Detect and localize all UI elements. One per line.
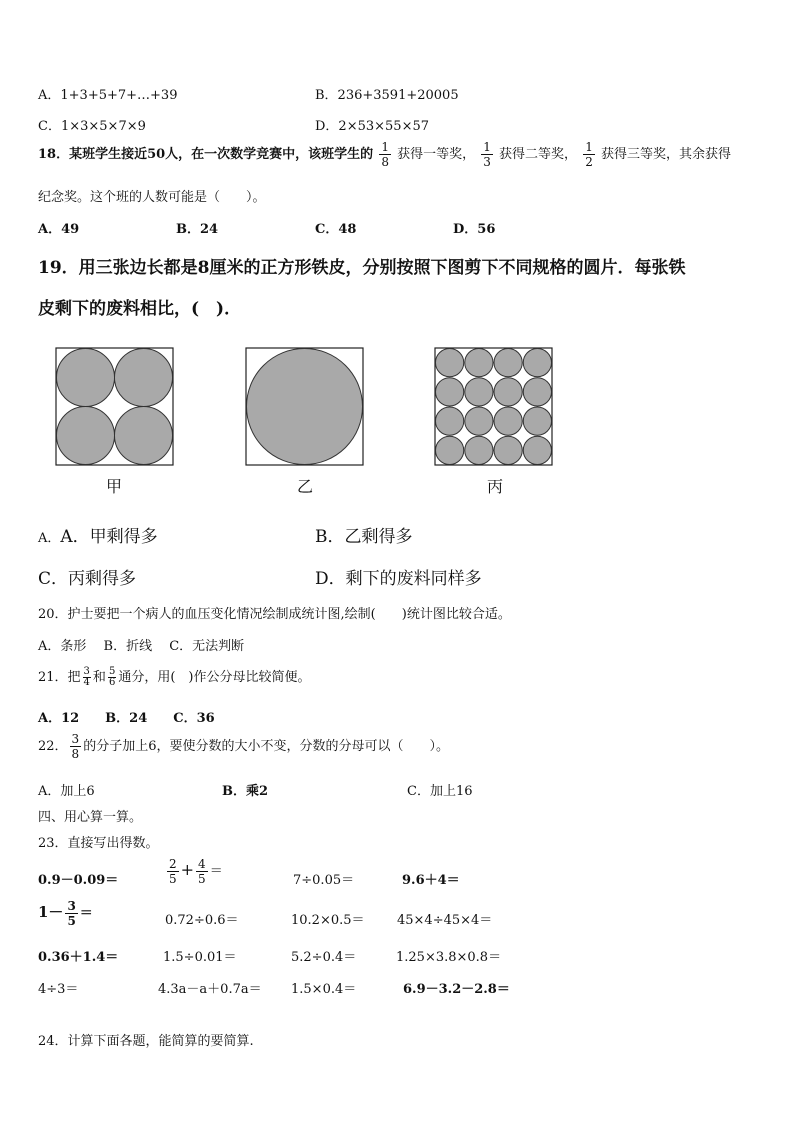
calc-item: 0.9－0.09＝ bbox=[38, 873, 119, 888]
figure-bing-circle bbox=[436, 378, 464, 406]
figure-jia-circle bbox=[115, 407, 173, 465]
figure-bing-circle bbox=[523, 349, 551, 377]
q19-option-c bbox=[38, 564, 136, 589]
figure-bing-circle bbox=[465, 349, 493, 377]
figure-bing-circle bbox=[494, 378, 522, 406]
figure-bing-circle bbox=[436, 349, 464, 377]
q19-option-d-text: D．剩下的废料同样多 bbox=[315, 569, 482, 589]
figure-bing-circle bbox=[523, 407, 551, 435]
calc-item: 9.6＋4＝ bbox=[402, 873, 460, 888]
fraction: $\frac{2}{5}$ bbox=[169, 857, 177, 886]
q19-option-a-text: A．甲剩得多 bbox=[60, 527, 158, 547]
q18-text-3: 获得二等奖， bbox=[499, 147, 578, 162]
calc-item: 1.25×3.8×0.8＝ bbox=[396, 950, 502, 965]
calc-item: 1.5×0.4＝ bbox=[291, 982, 357, 997]
fraction: $\frac{3}{5}$ bbox=[67, 899, 76, 928]
section-heading: 四、用心算一算。 bbox=[38, 810, 143, 825]
q19-option-b-text: B．乙剩得多 bbox=[315, 527, 413, 547]
figure-jia-label: 甲 bbox=[106, 477, 123, 496]
q19-option-c-text: C．丙剩得多 bbox=[38, 569, 137, 589]
figure-yi bbox=[245, 347, 365, 467]
figure-bing-circle bbox=[523, 378, 551, 406]
figure-jia-circle bbox=[57, 407, 115, 465]
q22-question bbox=[38, 733, 449, 760]
q18-text-2: 获得一等奖， bbox=[397, 147, 476, 162]
q17-option-d: D．2×53×55×57 bbox=[315, 119, 429, 134]
q18-fraction-2: $\frac{1}{3}$ bbox=[483, 140, 491, 169]
figure-bing-circle bbox=[494, 349, 522, 377]
equals-sign: ＝ bbox=[209, 864, 223, 879]
q22-option-a: A．加上6 bbox=[38, 784, 95, 799]
figure-bing-circle bbox=[436, 407, 464, 435]
q23-title: 23．直接写出得数。 bbox=[38, 836, 159, 851]
figure-bing-circle bbox=[465, 378, 493, 406]
calc-item: 0.36＋1.4＝ bbox=[38, 950, 119, 965]
q21-text-1: 21．把 bbox=[38, 670, 81, 685]
fraction: $\frac{4}{5}$ bbox=[198, 857, 206, 886]
calc-item: 0.72÷0.6＝ bbox=[165, 913, 239, 928]
lead-text: 1－ bbox=[38, 903, 64, 921]
q19-option-b bbox=[315, 522, 413, 547]
q22-option-b: B．乘2 bbox=[222, 784, 269, 799]
calc-item: 1.5÷0.01＝ bbox=[163, 950, 237, 965]
q21-text-2: 和 bbox=[92, 670, 106, 685]
q18-question bbox=[38, 141, 731, 168]
figure-bing-circle bbox=[436, 436, 464, 464]
q18-fraction-3: $\frac{1}{2}$ bbox=[585, 140, 593, 169]
q17-option-b: B．236+3591+20005 bbox=[315, 88, 459, 103]
calc-item: 4÷3＝ bbox=[38, 982, 79, 997]
q21-question bbox=[38, 666, 310, 688]
q17-option-c: C．1×3×5×7×9 bbox=[38, 119, 146, 134]
q20-question: 20．护士要把一个病人的血压变化情况绘制成统计图,绘制( )统计图比较合适。 bbox=[38, 607, 511, 622]
q21-fraction-1: $\frac{3}{4}$ bbox=[83, 666, 90, 688]
figure-yi-circle bbox=[247, 349, 363, 465]
q22-text-2: 的分子加上6，要使分数的大小不变，分数的分母可以（ ）。 bbox=[83, 739, 449, 754]
figure-bing-circle bbox=[494, 407, 522, 435]
q18-option-a: A．49 bbox=[38, 222, 80, 237]
q19-question-line2: 皮剩下的废料相比，( )． bbox=[38, 299, 242, 319]
q18-text-1: 18．某班学生接近50人，在一次数学竞赛中，该班学生的 bbox=[38, 147, 374, 162]
figure-yi-label: 乙 bbox=[297, 477, 314, 496]
calc-item: 4.3a－a＋0.7a＝ bbox=[158, 982, 262, 997]
q18-question-line2: 纪念奖。这个班的人数可能是（ ）。 bbox=[38, 190, 266, 205]
q19-option-a: A．A．甲剩得多 bbox=[38, 527, 158, 547]
calc-item: 7÷0.05＝ bbox=[293, 873, 355, 888]
plus-sign: + bbox=[180, 860, 195, 879]
figure-bing-label: 丙 bbox=[487, 477, 504, 496]
figure-bing-circle bbox=[465, 436, 493, 464]
q18-text-4: 获得三等奖，其余获得 bbox=[600, 147, 731, 162]
figure-bing bbox=[434, 347, 554, 467]
q21-options: A．12 B．24 C．36 bbox=[38, 711, 215, 726]
q18-option-d: D．56 bbox=[453, 222, 496, 237]
q20-options: A．条形 B．折线 C．无法判断 bbox=[38, 639, 245, 654]
figure-bing-circle bbox=[465, 407, 493, 435]
q18-option-c: C．48 bbox=[315, 222, 357, 237]
equals-sign: ＝ bbox=[79, 906, 93, 921]
q21-text-3: 通分，用( )作公分母比较简便。 bbox=[118, 670, 311, 685]
figure-bing-circle bbox=[494, 436, 522, 464]
figure-bing-circle bbox=[523, 436, 551, 464]
calc-item: 6.9－3.2－2.8＝ bbox=[403, 982, 510, 997]
figure-jia-circle bbox=[115, 349, 173, 407]
q18-option-b: B．24 bbox=[176, 222, 219, 237]
calc-item: 45×4÷45×4＝ bbox=[397, 913, 493, 928]
calc-item-fraction-sum bbox=[165, 858, 223, 885]
q22-text-1: 22． bbox=[38, 739, 68, 754]
q19-question-line1: 19．用三张边长都是8厘米的正方形铁皮，分别按照下图剪下不同规格的圆片．每张铁 bbox=[38, 258, 686, 278]
figure-jia-circle bbox=[57, 349, 115, 407]
q18-fraction-1: $\frac{1}{8}$ bbox=[381, 140, 389, 169]
q19-option-d bbox=[315, 564, 482, 589]
q24-title: 24．计算下面各题，能简算的要简算. bbox=[38, 1034, 254, 1049]
calc-item: 10.2×0.5＝ bbox=[291, 913, 365, 928]
calc-item-fraction-diff bbox=[38, 900, 93, 927]
q17-option-a: A．1+3+5+7+…+39 bbox=[38, 88, 178, 103]
q21-fraction-2: $\frac{5}{6}$ bbox=[108, 666, 116, 688]
figure-jia bbox=[55, 347, 175, 467]
calc-item: 5.2÷0.4＝ bbox=[291, 950, 357, 965]
q22-option-c: C．加上16 bbox=[407, 784, 473, 799]
q22-fraction: $\frac{3}{8}$ bbox=[71, 732, 80, 761]
